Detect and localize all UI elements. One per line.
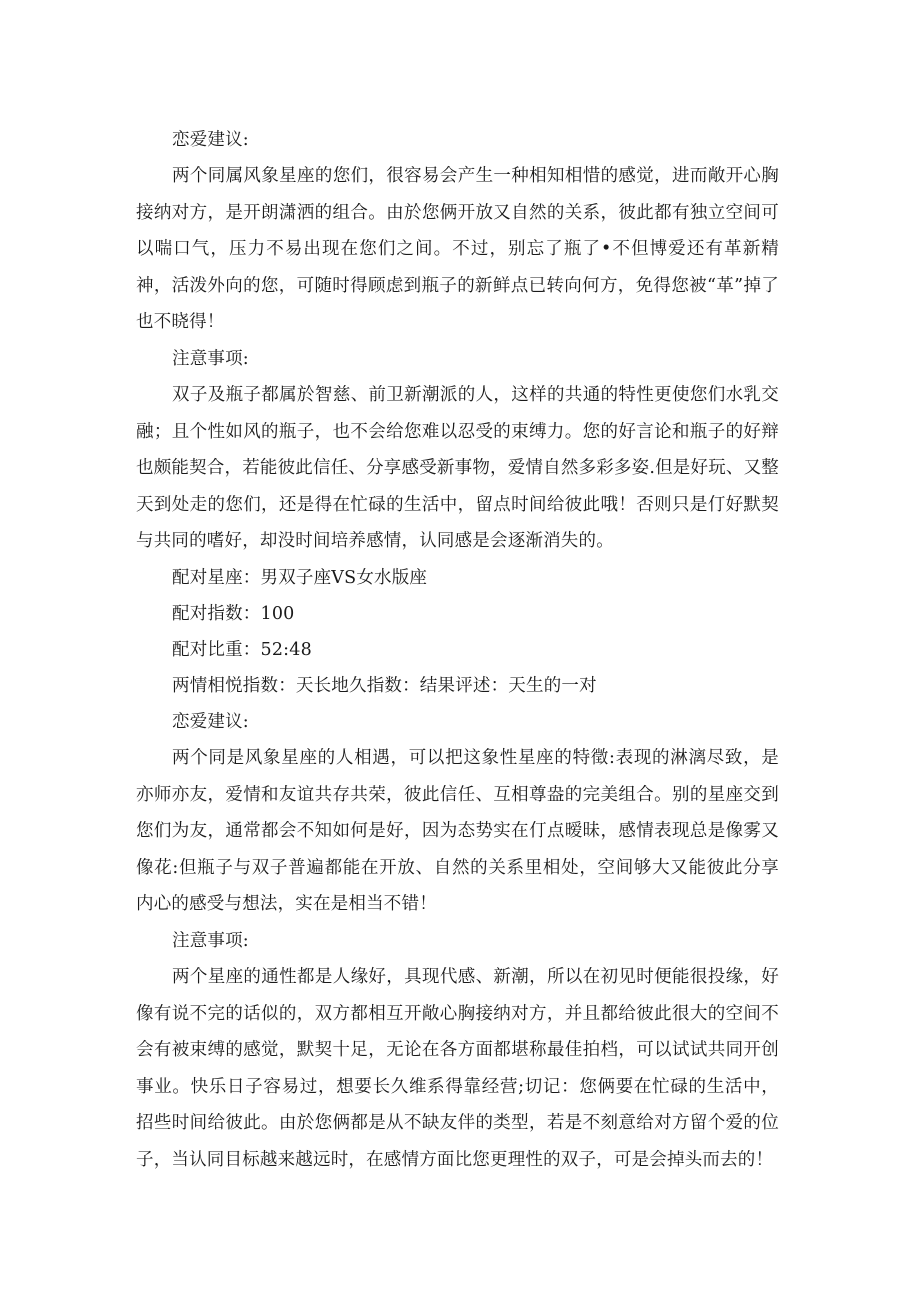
match-index-line: 配对指数：100 [172, 603, 295, 624]
notes-paragraph-1: 双子及瓶子都属於智慈、前卫新潮派的人，这样的共通的特性更使您们水乳交融；且个性如风的瓶子，也不会给您难以忍受的束缚力。您的好言论和瓶子的好辩也颇能契合，若能彼此信任、分享感受新事物，爱情自然多彩多姿.但是好玩、又整天到处走的您们，还是得在忙碌的生活中，留点时间给彼此哦！否则只是仃好默契与共同的嗜好，却没时间培养感情，认同感是会逐渐消失的。 [136, 384, 779, 552]
notes-heading-2: 注意事项: [172, 930, 249, 951]
love-advice-heading-2: 恋爱建议: [172, 711, 249, 732]
match-pair-line: 配对星座：男双子座VS女水版座 [172, 567, 428, 588]
love-advice-heading-1: 恋爱建议: [172, 130, 249, 150]
love-advice-paragraph-1: 两个同属风象星座的您们，很容易会产生一种相知相惜的感觉，进而敞开心胸接纳对方，是开朗潇洒的组合。由於您俩开放又自然的关系，彼此都有独立空间可以喘口气，压力不易出现在您们之间。不过，别忘了瓶了•不但博爱还有革新精神，活泼外向的您，可随时得顾虑到瓶子的新鲜点已转向何方，免得您被“革”掉了也不晓得！ [136, 166, 779, 333]
notes-heading-1: 注意事项: [172, 348, 249, 369]
love-advice-paragraph-2: 两个同是风象星座的人相遇，可以把这象性星座的特徵:表现的淋漓尽致，是亦师亦友，爱情和友谊共存共荣，彼此信任、互相尊盎的完美组合。别的星座交到您们为友，通常都会不知如何是好，因为态势实在仃点暧昧，感情表现总是像雾又像花:但瓶子与双子普遍都能在开放、自然的关系里相处，空间够大又能彼此分享内心的感受与想法，实在是相当不错！ [136, 747, 779, 915]
notes-paragraph-2: 两个星座的通性都是人缘好，具现代感、新潮，所以在初见时便能很投缘，好像有说不完的话似的，双方都相互开敞心胸接纳对方，并且都给彼此很大的空间不会有被束缚的感觉，默契十足，无论在各方面都堪称最佳拍档，可以试试共同开创事业。快乐日子容易过，想要长久维系得靠经营;切记：您俩要在忙碌的生活中，招些时间给彼此。由於您俩都是从不缺友伴的类型，若是不刻意给对方留个爱的位子，当认同目标越来越远时，在感情方面比您更理性的双子，可是会掉头而去的！ [136, 966, 779, 1170]
document-body [136, 122, 779, 1178]
match-scores-line: 两情相悦指数：天长地久指数：结果评述：天生的一对 [172, 675, 597, 696]
match-ratio-line: 配对比重：52:48 [172, 639, 312, 660]
